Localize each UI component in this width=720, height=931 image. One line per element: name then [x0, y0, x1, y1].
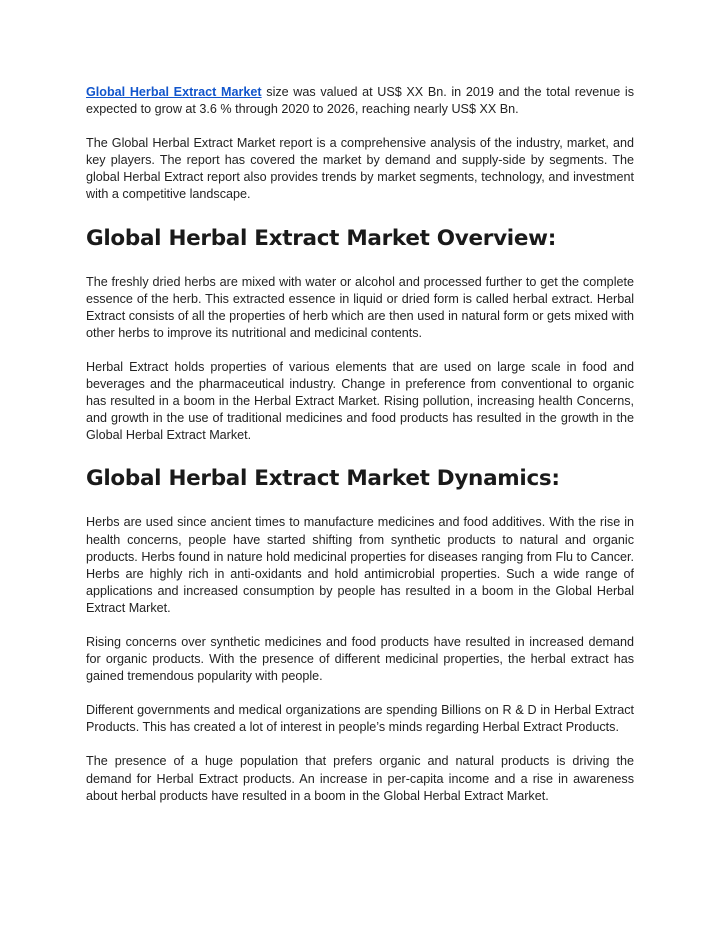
dynamics-paragraph: The presence of a huge population that prefers organic and natural products is driving the demand for Herbal Extract products. An increase in per-capita income and a rise in awareness about herbal products have resulted in a boom in the Global Herbal Extract Market.	[86, 754, 634, 803]
dynamics-paragraph: Rising concerns over synthetic medicines and food products have resulted in increased demand for organic products. With the presence of different medicinal properties, the herbal extract has gained tremendous popularity with people.	[86, 634, 634, 684]
dynamics-paragraph: Herbs are used since ancient times to manufacture medicines and food additives. With the rise in health concerns, people have started shifting from synthetic products to natural and organic products. Herbs found in nature hold medicinal properties for diseases ranging from Flu to Cancer. Herbs are highly rich in anti-oxidants and hold antimicrobial properties. Such a wide range of applications and increased consumption by people has resulted in a boom in the Global Herbal Extract Market.	[86, 515, 634, 615]
document-page	[86, 84, 634, 822]
market-report-link[interactable]: Global Herbal Extract Market	[86, 85, 262, 99]
overview-paragraph: Herbal Extract holds properties of various elements that are used on large scale in food and beverages and the pharmaceutical industry. Change in preference from conventional to organic has resulted in a boom in the Herbal Extract Market. Rising pollution, increasing health Concerns, and growth in the use of traditional medicines and food products has resulted in the growth in the Global Herbal Extract Market.	[86, 359, 634, 443]
report-summary-paragraph: The Global Herbal Extract Market report is a comprehensive analysis of the industry, market, and key players. The report has covered the market by demand and supply-side by segments. The global Herbal Extract report also provides trends by market segments, technology, and investment with a competitive landscape.	[86, 136, 634, 202]
dynamics-heading: Global Herbal Extract Market Dynamics:	[86, 466, 560, 492]
intro-paragraph	[86, 84, 634, 118]
intro-text: size was valued at US$ XX Bn. in 2019 and the total revenue is expected to grow at 3.6 % through 2020 to 2026, reaching nearly US$ XX Bn.	[86, 85, 634, 117]
overview-paragraph: The freshly dried herbs are mixed with water or alcohol and processed further to get the complete essence of the herb. This extracted essence in liquid or dried form is called herbal extract. Herbal Extract consists of all the properties of herb which are then used in natural form or gets mixed with other herbs to improve its nutritional and medicinal contents.	[86, 274, 634, 340]
dynamics-paragraph: Different governments and medical organizations are spending Billions on R & D in Herbal Extract Products. This has created a lot of interest in people’s minds regarding Herbal Extract Products.	[86, 703, 634, 735]
overview-heading: Global Herbal Extract Market Overview:	[86, 225, 556, 251]
